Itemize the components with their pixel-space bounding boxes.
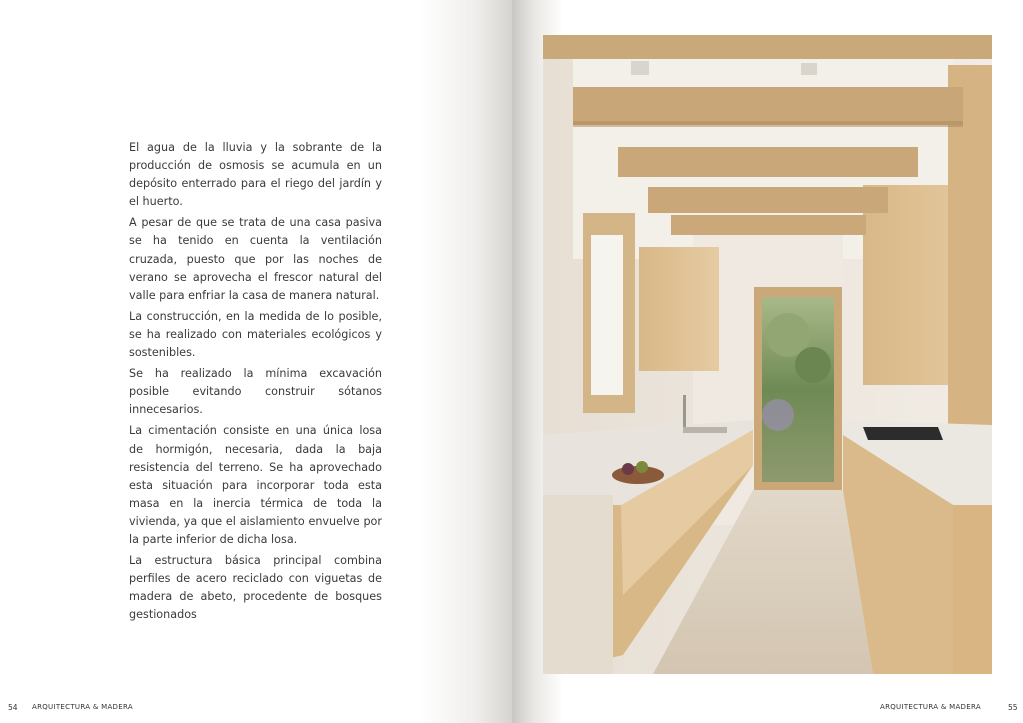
kitchen-photo xyxy=(543,35,992,674)
article-body xyxy=(129,139,382,627)
paragraph: La construcción, en la medida de lo posible, se ha realizado con materiales ecológicos y sostenibles. xyxy=(129,309,382,360)
running-footer-left: ARQUITECTURA & MADERA xyxy=(32,703,133,711)
paragraph: La estructura básica principal combina perfiles de acero reciclado con viguetas de madera de abeto, procedente de bosques gestionados xyxy=(129,554,382,622)
page-number-right: 55 xyxy=(1008,703,1018,712)
page-number-left: 54 xyxy=(8,703,18,712)
running-footer-right: ARQUITECTURA & MADERA xyxy=(880,703,981,711)
paragraph: Se ha realizado la mínima excavación posible evitando construir sótanos innecesarios. xyxy=(129,367,382,417)
paragraph: A pesar de que se trata de una casa pasiva se ha tenido en cuenta la ventilación cruzada, puesto que por las noches de verano se aprovecha el frescor natural del valle para enfriar la casa de manera natural. xyxy=(129,216,382,302)
paragraph: El agua de la lluvia y la sobrante de la producción de osmosis se acumula en un depósito enterrado para el riego del jardín y el huerto. xyxy=(129,141,382,209)
paragraph: La cimentación consiste en una única losa de hormigón, necesaria, dada la baja resistencia del terreno. Se ha aprovechado esta situación para incorporar toda esta masa en la inercia térmica de toda la vivienda, ya que el aislamiento envuelve por la parte inferior de dicha losa. xyxy=(129,424,382,546)
